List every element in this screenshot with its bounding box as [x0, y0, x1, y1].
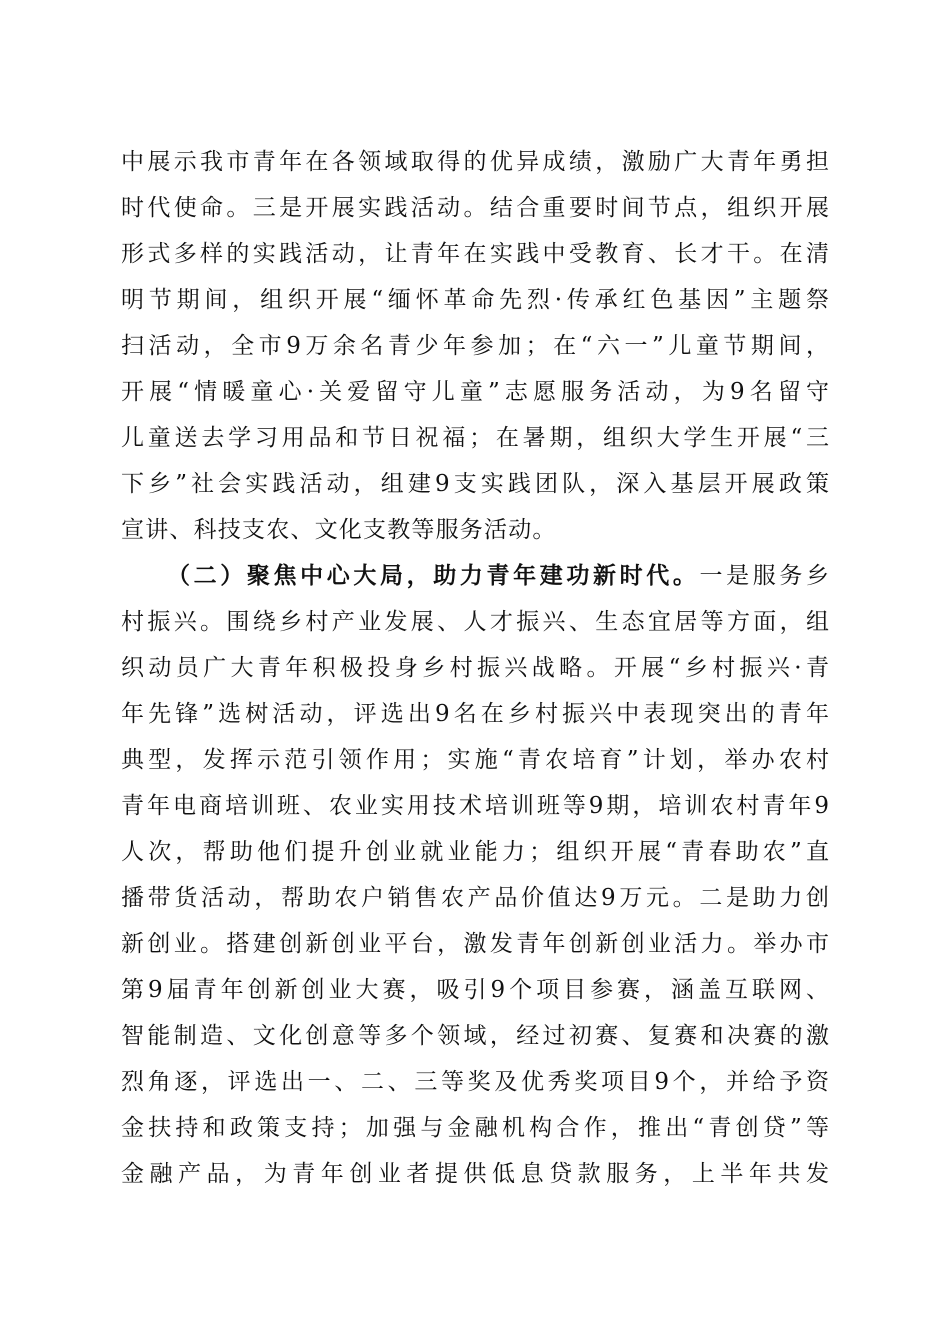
text-line: 播带货活动，帮助农户销售农产品价值达9万元。二是助力创 — [121, 885, 829, 911]
text-line: 第9届青年创新创业大赛，吸引9个项目参赛，涵盖互联网、 — [121, 977, 829, 1003]
text-line: 时代使命。三是开展实践活动。结合重要时间节点，组织开展 — [121, 195, 829, 221]
text-line: 中展示我市青年在各领域取得的优异成绩，激励广大青年勇担 — [121, 149, 829, 175]
text-line: 扫活动，全市9万余名青少年参加；在“六一”儿童节期间， — [121, 333, 829, 359]
section-heading-line: （二）聚焦中心大局，助力青年建功新时代。一是服务乡 — [167, 562, 829, 589]
text-line: 织动员广大青年积极投身乡村振兴战略。开展“乡村振兴·青 — [121, 655, 829, 681]
text-line: 明节期间，组织开展“缅怀革命先烈·传承红色基因”主题祭 — [121, 287, 829, 313]
text-line: 典型，发挥示范引领作用；实施“青农培育”计划，举办农村 — [121, 747, 829, 773]
text-line: 开展“情暖童心·关爱留守儿童”志愿服务活动，为9名留守 — [121, 379, 829, 405]
text-line: 下乡”社会实践活动，组建9支实践团队，深入基层开展政策 — [121, 471, 829, 497]
text-line: 人次，帮助他们提升创业就业能力；组织开展“青春助农”直 — [121, 839, 829, 865]
text-line: 形式多样的实践活动，让青年在实践中受教育、长才干。在清 — [121, 241, 829, 267]
text-line: 村振兴。围绕乡村产业发展、人才振兴、生态宜居等方面，组 — [121, 609, 829, 635]
text-line: 金扶持和政策支持；加强与金融机构合作，推出“青创贷”等 — [121, 1115, 829, 1141]
text-line: 智能制造、文化创意等多个领域，经过初赛、复赛和决赛的激 — [121, 1023, 829, 1049]
text-line: 金融产品，为青年创业者提供低息贷款服务，上半年共发 — [121, 1161, 829, 1187]
text-line: 儿童送去学习用品和节日祝福；在暑期，组织大学生开展“三 — [121, 425, 829, 451]
text-line: 青年电商培训班、农业实用技术培训班等9期，培训农村青年9 — [121, 793, 829, 819]
text-line: 新创业。搭建创新创业平台，激发青年创新创业活力。举办市 — [121, 931, 829, 957]
text-line: 宣讲、科技支农、文化支教等服务活动。 — [121, 517, 557, 543]
text-line: 年先锋”选树活动，评选出9名在乡村振兴中表现突出的青年 — [121, 701, 829, 727]
text-line: 烈角逐，评选出一、二、三等奖及优秀奖项目9个，并给予资 — [121, 1069, 829, 1095]
